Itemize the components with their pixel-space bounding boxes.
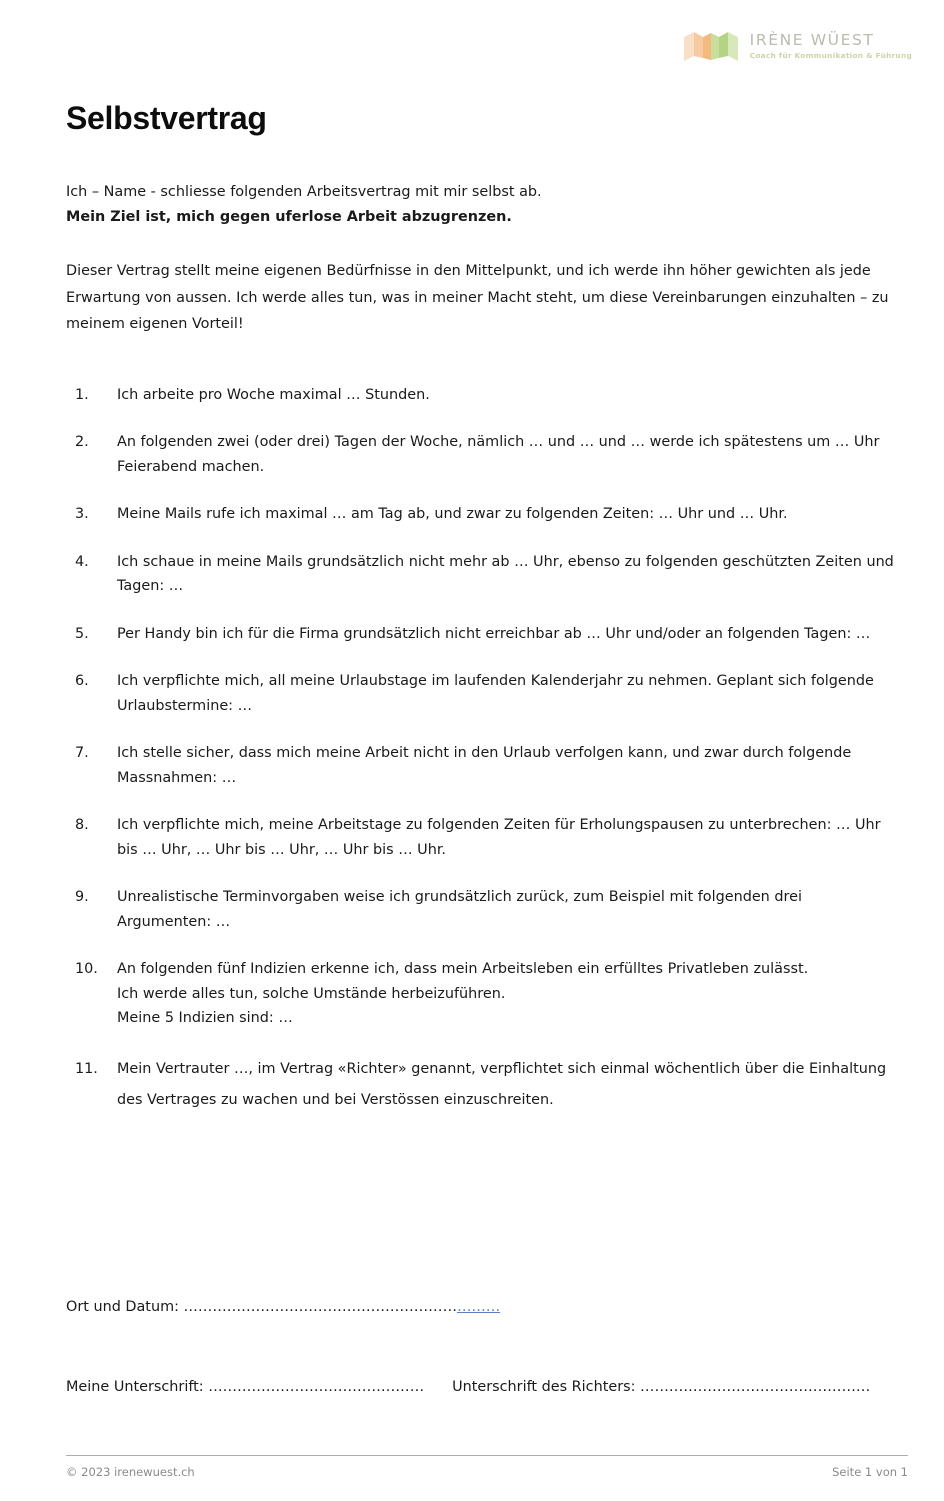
open-book-icon <box>683 30 739 62</box>
page-title: Selbstvertrag <box>66 100 267 136</box>
clause-text: Meine Mails rufe ich maximal … am Tag ab, und zwar zu folgenden Zeiten: … Uhr und … Uhr. <box>117 506 788 522</box>
clause-text: Ich verpflichte mich, all meine Urlaubstage im laufenden Kalenderjahr zu nehmen. Geplant sich folgende Urlaubstermine: … <box>117 673 874 714</box>
judge-signature-label: Unterschrift des Richters: <box>452 1379 636 1395</box>
clause-number: 1. <box>75 386 89 403</box>
clause-text: Per Handy bin ich für die Firma grundsätzlich nicht erreichbar ab … Uhr und/oder an folgenden Tagen: … <box>117 625 871 642</box>
page-footer <box>66 1455 908 1479</box>
clause-item <box>75 957 896 1031</box>
footer-page-indicator: Seite 1 von 1 <box>832 1465 908 1479</box>
clause-number: 9. <box>75 889 89 905</box>
clause-text: Unrealistische Terminvorgaben weise ich grundsätzlich zurück, zum Beispiel mit folgenden drei Argumenten: … <box>117 889 802 930</box>
own-signature-label: Meine Unterschrift: <box>66 1379 204 1395</box>
clause-item <box>75 669 896 718</box>
clause-number: 6. <box>75 673 89 689</box>
clause-text-multiline <box>117 957 896 1031</box>
judge-signature-fill-line[interactable]: ………………………………………… <box>640 1379 871 1395</box>
own-signature-fill-line[interactable]: ……………………………………… <box>208 1379 425 1395</box>
clause-text: An folgenden zwei (oder drei) Tagen der Woche, nämlich … und … und … werde ich spätestens um … Uhr Feierabend machen. <box>117 434 880 475</box>
clause-item <box>75 1054 896 1116</box>
clause-text: Ich stelle sicher, dass mich meine Arbeit nicht in den Urlaub verfolgen kann, und zwar durch folgende Massnahmen: … <box>117 745 852 786</box>
clause-item <box>75 622 896 647</box>
clause-text: Mein Vertrauter …, im Vertrag «Richter» genannt, verpflichtet sich einmal wöchentlich über die Einhaltung des Vertrages zu wachen und bei Verstössen einzuschreiten. <box>117 1060 887 1108</box>
clause-text-line: An folgenden fünf Indizien erkenne ich, dass mein Arbeitsleben ein erfülltes Privatleben zulässt. <box>117 961 809 977</box>
brand-tagline: Coach für Kommunikation & Führung <box>749 50 912 60</box>
clause-text: Ich schaue in meine Mails grundsätzlich nicht mehr ab … Uhr, ebenso zu folgenden geschützten Zeiten und Tagen: … <box>117 553 894 594</box>
clause-number: 5. <box>75 625 89 642</box>
intro-line-2: Mein Ziel ist, mich gegen uferlose Arbeit abzugrenzen. <box>66 209 512 225</box>
signature-row <box>66 1376 906 1398</box>
spacer <box>66 230 896 258</box>
intro-block <box>66 180 896 230</box>
intro-line-1: Ich – Name - schliesse folgenden Arbeitsvertrag mit mir selbst ab. <box>66 184 542 200</box>
clause-item <box>75 430 896 479</box>
signature-block <box>66 1296 906 1398</box>
clause-text-line: Ich werde alles tun, solche Umstände herbeizuführen. <box>117 985 506 1002</box>
clause-text: Ich verpflichte mich, meine Arbeitstage zu folgenden Zeiten für Erholungspausen zu unterbrechen: … Uhr bis … Uhr, … Uhr bis … Uhr, … Uhr bis … Uhr. <box>117 817 881 858</box>
clause-item <box>75 885 896 934</box>
clause-item <box>75 741 896 790</box>
clause-number: 11. <box>75 1060 98 1077</box>
clause-number: 4. <box>75 553 89 570</box>
clause-number: 8. <box>75 817 89 833</box>
footer-copyright: © 2023 irenewuest.ch <box>66 1465 195 1479</box>
clause-number: 10. <box>75 961 98 977</box>
clause-text-line: Meine 5 Indizien sind: … <box>117 1010 293 1026</box>
place-date-label: Ort und Datum: <box>66 1299 179 1315</box>
clause-text: Ich arbeite pro Woche maximal … Stunden. <box>117 386 430 403</box>
clause-number: 3. <box>75 506 89 522</box>
clause-item <box>75 550 896 599</box>
document-body <box>66 180 896 1139</box>
brand-logo <box>683 30 912 62</box>
clause-item <box>75 502 896 527</box>
place-date-fill-line-link[interactable]: ……… <box>456 1299 501 1315</box>
clause-item <box>75 383 896 408</box>
intro-paragraph: Dieser Vertrag stellt meine eigenen Bedürfnisse in den Mittelpunkt, und ich werde ihn höher gewichten als jede Erwartung von aussen. Ich werde alles tun, was in meiner Macht steht, um diese Vereinbarungen einzuhalten – zu meinem eigenen Vorteil! <box>66 263 889 332</box>
place-date-fill-line[interactable]: ………………………………………………… <box>183 1299 457 1315</box>
brand-text <box>750 32 912 60</box>
clause-number: 7. <box>75 745 89 761</box>
place-date-row <box>66 1296 906 1318</box>
clause-list <box>75 383 896 1116</box>
clause-item <box>75 813 896 862</box>
clause-number: 2. <box>75 434 89 450</box>
brand-name: IRÈNE WÜEST <box>749 30 875 49</box>
